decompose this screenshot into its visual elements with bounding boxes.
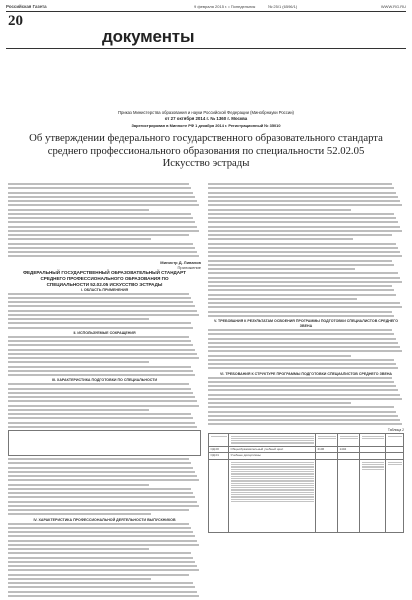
text-line	[8, 255, 199, 257]
text-line	[8, 574, 189, 576]
text-line	[208, 277, 400, 279]
text-line	[208, 298, 357, 300]
text-line	[208, 268, 355, 270]
curriculum-table	[208, 433, 404, 533]
text-line	[8, 586, 195, 588]
text-line	[208, 406, 394, 408]
appendix-label: Приложение	[177, 264, 201, 270]
text-line	[8, 192, 193, 194]
text-line	[8, 426, 197, 428]
text-line	[8, 213, 191, 215]
body-text	[8, 383, 201, 428]
text-line	[8, 509, 189, 511]
text-line	[208, 329, 392, 331]
text-line	[208, 272, 398, 274]
text-line	[208, 251, 400, 253]
summary-table	[8, 430, 201, 456]
table-row	[209, 459, 404, 532]
text-line	[208, 411, 396, 413]
text-line	[8, 409, 149, 411]
newspaper-name: Российская Газета	[6, 4, 47, 9]
text-line	[208, 234, 392, 236]
text-line	[208, 389, 398, 391]
body-text	[8, 336, 201, 376]
text-line	[208, 415, 398, 417]
text-line	[8, 527, 191, 529]
text-line	[8, 405, 199, 407]
text-line	[8, 196, 195, 198]
text-line	[208, 238, 353, 240]
text-line	[208, 230, 402, 232]
text-line	[8, 458, 189, 460]
text-line	[8, 396, 195, 398]
text-line	[8, 561, 195, 563]
text-line	[208, 394, 400, 396]
text-line	[8, 471, 195, 473]
site-address: WWW.RG.RU	[380, 4, 406, 9]
running-header	[6, 3, 406, 11]
text-line	[208, 281, 402, 283]
text-line	[8, 417, 193, 419]
body-text	[8, 523, 201, 598]
body-text	[8, 183, 201, 257]
table-row	[209, 453, 404, 460]
text-line	[8, 217, 193, 219]
title-line-3: Искусство эстрады	[162, 157, 250, 169]
text-line	[8, 366, 191, 368]
text-line	[208, 217, 396, 219]
text-line	[8, 496, 195, 498]
section-heading: I. ОБЛАСТЬ ПРИМЕНЕНИЯ	[80, 287, 129, 292]
text-line	[208, 255, 402, 257]
text-line	[8, 226, 197, 228]
body-text	[8, 293, 201, 329]
text-line	[8, 322, 191, 324]
issue-date: 9 февраля 2015 г. • Понедельник	[194, 4, 256, 9]
text-line	[8, 523, 189, 525]
table-cell: 1404	[338, 446, 360, 453]
text-line	[208, 402, 351, 404]
text-line	[8, 305, 195, 307]
text-line	[208, 342, 398, 344]
text-line	[208, 381, 394, 383]
body-text	[208, 377, 404, 426]
text-line	[208, 419, 400, 421]
text-line	[208, 315, 394, 317]
text-line	[8, 221, 195, 223]
text-line	[8, 357, 199, 359]
title-line-2: среднего профессионального образования по специальности 52.02.05	[47, 144, 365, 157]
text-line	[8, 422, 195, 424]
right-column	[208, 183, 404, 597]
text-line	[208, 294, 396, 296]
text-line	[8, 492, 193, 494]
text-line	[8, 374, 195, 376]
section-rule	[6, 48, 406, 49]
text-line	[8, 238, 151, 240]
text-line	[8, 479, 199, 481]
text-line	[8, 569, 199, 571]
text-line	[208, 311, 392, 313]
text-line	[8, 349, 195, 351]
text-line	[8, 578, 151, 580]
text-line	[8, 392, 193, 394]
document-title	[20, 132, 392, 170]
text-line	[8, 484, 149, 486]
text-line	[208, 355, 351, 357]
text-line	[8, 582, 193, 584]
text-line	[8, 336, 189, 338]
text-line	[8, 243, 193, 245]
text-line	[8, 475, 197, 477]
text-line	[8, 540, 197, 542]
text-line	[208, 367, 398, 369]
text-line	[8, 251, 197, 253]
section-heading: II. ИСПОЛЬЗУЕМЫЕ СОКРАЩЕНИЯ	[73, 330, 136, 335]
text-line	[8, 557, 193, 559]
standard-title-line-3: СПЕЦИАЛЬНОСТИ 52.02.05 ИСКУССТВО ЭСТРАДЫ	[46, 281, 163, 287]
table-row	[209, 433, 404, 446]
text-line	[208, 302, 400, 304]
section-heading: V. ТРЕБОВАНИЯ К РЕЗУЛЬТАТАМ ОСВОЕНИЯ ПРОГРАММЫ ПОДГОТОВКИ СПЕЦИАЛИСТОВ СРЕДНЕГО ЗВЕНА	[213, 319, 399, 328]
text-line	[208, 264, 394, 266]
text-line	[8, 513, 151, 515]
text-line	[8, 544, 199, 546]
text-line	[208, 350, 402, 352]
table-row	[209, 446, 404, 453]
text-line	[208, 346, 400, 348]
text-line	[8, 388, 191, 390]
signature: Министр Д. Ливанов	[160, 259, 201, 265]
text-line	[208, 187, 394, 189]
text-line	[8, 234, 189, 236]
title-line-1: Об утверждении федерального государственного образовательного стандарта	[29, 132, 383, 144]
order-line-2: от 27 октября 2014 г. № 1360 г. Москва	[164, 116, 248, 121]
text-line	[208, 363, 396, 365]
table-cell: Общеобразовательный учебный цикл	[229, 446, 316, 453]
table-cell: ОД.00	[209, 446, 229, 453]
header-rule	[6, 11, 406, 12]
text-line	[8, 293, 189, 295]
order-line-3: Зарегистрирован в Минюсте РФ 1 декабря 2014 г. Регистрационный № 35010	[131, 123, 281, 128]
page-number: 20	[8, 13, 23, 29]
text-line	[8, 353, 197, 355]
text-line	[8, 209, 149, 211]
table-cell: ОД.01	[209, 453, 229, 460]
table-cell: 2106	[316, 446, 338, 453]
text-line	[8, 314, 199, 316]
text-line	[208, 243, 396, 245]
text-line	[208, 285, 392, 287]
standard-title	[8, 270, 201, 288]
standard-title-line-1: ФЕДЕРАЛЬНЫЙ ГОСУДАРСТВЕННЫЙ ОБРАЗОВАТЕЛЬНЫЙ СТАНДАРТ	[23, 269, 186, 275]
text-line	[8, 370, 193, 372]
text-line	[208, 333, 394, 335]
text-line	[8, 565, 197, 567]
text-line	[8, 297, 191, 299]
issue-number: № 25/1 (6596/1)	[268, 4, 298, 9]
text-line	[208, 359, 394, 361]
body-text	[208, 183, 404, 317]
text-line	[8, 501, 197, 503]
text-line	[8, 318, 149, 320]
text-line	[8, 383, 189, 385]
text-line	[208, 423, 402, 425]
section-heading: IV. ХАРАКТЕРИСТИКА ПРОФЕССИОНАЛЬНОЙ ДЕЯТЕЛЬНОСТИ ВЫПУСКНИКОВ	[33, 517, 176, 522]
text-line	[8, 230, 199, 232]
text-line	[208, 385, 396, 387]
text-line	[8, 595, 199, 597]
text-line	[208, 226, 400, 228]
section-heading: VI. ТРЕБОВАНИЯ К СТРУКТУРЕ ПРОГРАММЫ ПОДГОТОВКИ СПЕЦИАЛИСТОВ СРЕДНЕГО ЗВЕНА	[219, 371, 393, 376]
text-line	[8, 310, 197, 312]
text-line	[8, 591, 197, 593]
text-line	[8, 340, 191, 342]
text-line	[8, 535, 195, 537]
text-line	[8, 344, 193, 346]
text-line	[8, 531, 193, 533]
left-column	[8, 183, 201, 597]
text-line	[8, 413, 191, 415]
text-line	[8, 400, 197, 402]
text-line	[208, 213, 394, 215]
text-line	[208, 289, 394, 291]
table-cell: Учебные дисциплины	[229, 453, 316, 460]
text-line	[8, 327, 193, 329]
table-caption: Таблица 2	[387, 427, 404, 432]
text-line	[208, 398, 402, 400]
table-cell	[316, 453, 338, 460]
standard-title-line-2: СРЕДНЕГО ПРОФЕССИОНАЛЬНОГО ОБРАЗОВАНИЯ ПО	[40, 275, 169, 281]
table-cell	[338, 453, 360, 460]
order-line-1: Приказ Министерства образования и науки Российской Федерации (Минобрнауки России)	[118, 110, 294, 115]
text-line	[8, 301, 193, 303]
text-line	[8, 361, 149, 363]
body-text	[208, 329, 404, 369]
section-heading: III. ХАРАКТЕРИСТИКА ПОДГОТОВКИ ПО СПЕЦИАЛЬНОСТИ	[51, 378, 158, 383]
text-line	[8, 505, 199, 507]
text-line	[8, 247, 195, 249]
section-title: документы	[102, 27, 195, 46]
text-line	[208, 209, 351, 211]
text-line	[8, 204, 199, 206]
text-line	[208, 183, 392, 185]
text-line	[8, 183, 189, 185]
text-line	[8, 552, 191, 554]
text-line	[208, 377, 392, 379]
text-line	[208, 306, 402, 308]
body-text	[8, 458, 201, 515]
text-line	[208, 221, 398, 223]
text-line	[208, 200, 400, 202]
text-line	[8, 200, 197, 202]
text-line	[8, 467, 193, 469]
text-line	[208, 204, 402, 206]
text-line	[208, 338, 396, 340]
text-line	[208, 260, 392, 262]
text-line	[8, 548, 149, 550]
text-line	[208, 196, 398, 198]
text-line	[208, 192, 396, 194]
text-line	[208, 247, 398, 249]
text-line	[8, 488, 191, 490]
text-line	[8, 462, 191, 464]
text-line	[8, 187, 191, 189]
